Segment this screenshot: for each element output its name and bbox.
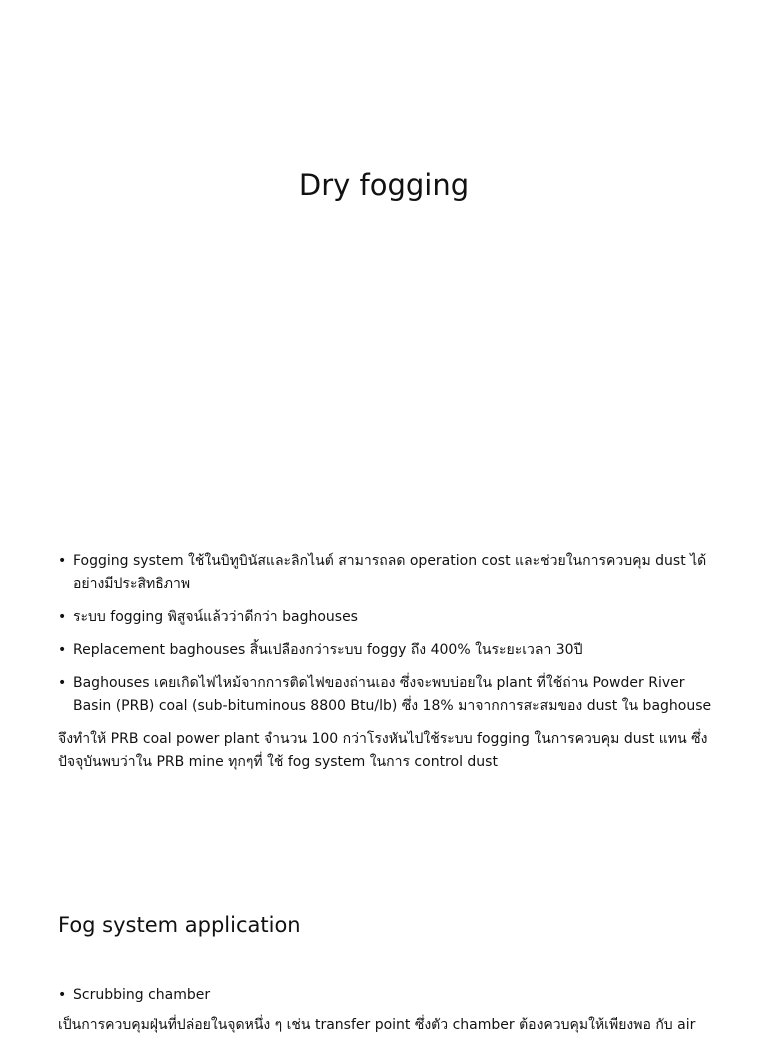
- section-heading: Fog system application: [58, 913, 301, 937]
- bullet-text: Baghouses เคยเกิดไฟไหม้จากการติดไฟของถ่านเอง ซึ่งจะพบบ่อยใน plant ที่ใช้ถ่าน Powder River Basin (PRB) coal (sub-bituminous 8800 Btu/lb) ซึ่ง 18% มาจากการสะสมของ dust ใน baghouse: [73, 675, 712, 714]
- slide-title: Dry fogging: [298, 168, 470, 202]
- summary-paragraph: จึงทำให้ PRB coal power plant จำนวน 100 กว่าโรงหันไปใช้ระบบ fogging ในการควบคุม dust แทน ซึ่งปัจจุบันพบว่าใน PRB mine ทุกๆที่ ใช้ fog system ในการ control dust: [58, 731, 708, 770]
- bullet-icon: •: [58, 675, 67, 691]
- list-item: [58, 672, 718, 718]
- list-item: [58, 639, 718, 662]
- bullet-text: ระบบ fogging พิสูจน์แล้วว่าดีกว่า baghouses: [73, 609, 358, 625]
- list-item: [58, 984, 718, 1007]
- bullet-text: Fogging system ใช้ในบิทูบินัสและลิกไนต์ สามารถลด operation cost และช่วยในการควบคุม dust ได้อย่างมีประสิทธิภาพ: [73, 553, 707, 592]
- cutoff-paragraph: เป็นการควบคุมฝุ่นที่ปล่อยในจุดหนึ่ง ๆ เช่น transfer point ซึ่งตัว chamber ต้องควบคุมให้เพียงพอ กับ air: [58, 1017, 696, 1033]
- bullet-text: Scrubbing chamber: [73, 987, 211, 1003]
- bullet-list: [58, 550, 718, 728]
- list-item: [58, 550, 718, 596]
- list-item: [58, 606, 718, 629]
- bullet-icon: •: [58, 642, 67, 658]
- bullet-icon: •: [58, 553, 67, 569]
- bullet-icon: •: [58, 609, 67, 625]
- bullet-text: Replacement baghouses สิ้นเปลืองกว่าระบบ foggy ถึง 400% ในระยะเวลา 30ปี: [73, 642, 583, 658]
- bullet-list: [58, 984, 718, 1007]
- bullet-icon: •: [58, 987, 67, 1003]
